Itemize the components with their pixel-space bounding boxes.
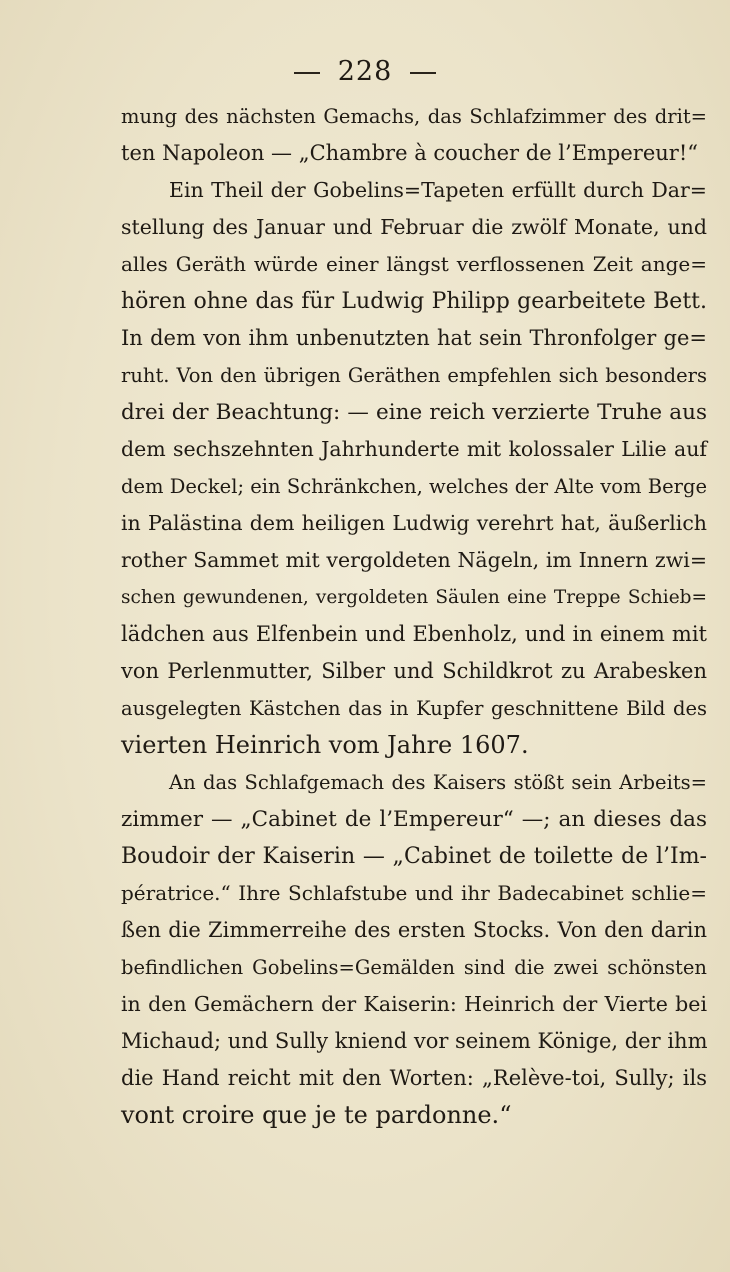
text-line: drei der Beachtung: — eine reich verzierte Truhe aus [121, 400, 707, 425]
page-number: 228 [337, 56, 393, 87]
text-line: lädchen aus Elfenbein und Ebenholz, und in einem mit [121, 622, 707, 646]
text-line: pératrice.“ Ihre Schlafstube und ihr Badecabinet schlie= [121, 881, 707, 905]
text-line: An das Schlafgemach des Kaisers stößt sein Arbeits= [169, 771, 707, 794]
header-dash-left [294, 72, 320, 74]
text-line: befindlichen Gobelins=Gemälden sind die zwei schönsten [121, 956, 707, 979]
text-line: rother Sammet mit vergoldeten Nägeln, im Innern zwi= [121, 548, 707, 572]
text-line: von Perlenmutter, Silber und Schildkrot zu Arabesken [121, 659, 707, 683]
text-line: schen gewundenen, vergoldeten Säulen eine Treppe Schieb= [121, 587, 707, 608]
text-line: vont croire que je te pardonne.“ [121, 1101, 512, 1129]
text-line: die Hand reicht mit den Worten: „Relève-toi, Sully; ils [121, 1066, 707, 1090]
text-line: ausgelegten Kästchen das in Kupfer geschnittene Bild des [121, 697, 707, 720]
header-dash-right [410, 72, 436, 74]
text-line: Boudoir der Kaiserin — „Cabinet de toilette de l’Im- [121, 844, 707, 869]
text-line: dem Deckel; ein Schränkchen, welches der Alte vom Berge [121, 475, 707, 498]
paragraph-1 [121, 98, 707, 172]
text-line: In dem von ihm unbenutzten hat sein Thronfolger ge= [121, 326, 707, 350]
paragraph-3 [121, 764, 707, 1134]
text-line: alles Geräth würde einer längst verflossenen Zeit ange= [121, 252, 707, 276]
text-line: hören ohne das für Ludwig Philipp gearbeitete Bett. [121, 289, 707, 314]
text-line: ruht. Von den übrigen Geräthen empfehlen sich besonders [121, 364, 707, 387]
page-header [0, 56, 730, 87]
text-line: vierten Heinrich vom Jahre 1607. [121, 731, 529, 759]
text-line: stellung des Januar und Februar die zwölf Monate, und [121, 215, 707, 239]
text-line: dem sechszehnten Jahrhunderte mit kolossaler Lilie auf [121, 437, 707, 461]
text-line: in Palästina dem heiligen Ludwig verehrt hat, äußerlich [121, 511, 707, 535]
text-line: ten Napoleon — „Chambre à coucher de l’Empereur!“ [121, 141, 699, 165]
paragraph-2 [121, 172, 707, 764]
text-line: zimmer — „Cabinet de l’Empereur“ —; an dieses das [121, 807, 707, 832]
text-line: Ein Theil der Gobelins=Tapeten erfüllt durch Dar= [169, 178, 707, 202]
text-line: Michaud; und Sully kniend vor seinem Könige, der ihm [121, 1029, 708, 1053]
text-line: ßen die Zimmerreihe des ersten Stocks. Von den darin [121, 918, 707, 942]
text-line: mung des nächsten Gemachs, das Schlafzimmer des drit= [121, 105, 707, 128]
text-line: in den Gemächern der Kaiserin: Heinrich der Vierte bei [121, 992, 707, 1016]
body-text [121, 98, 707, 1134]
